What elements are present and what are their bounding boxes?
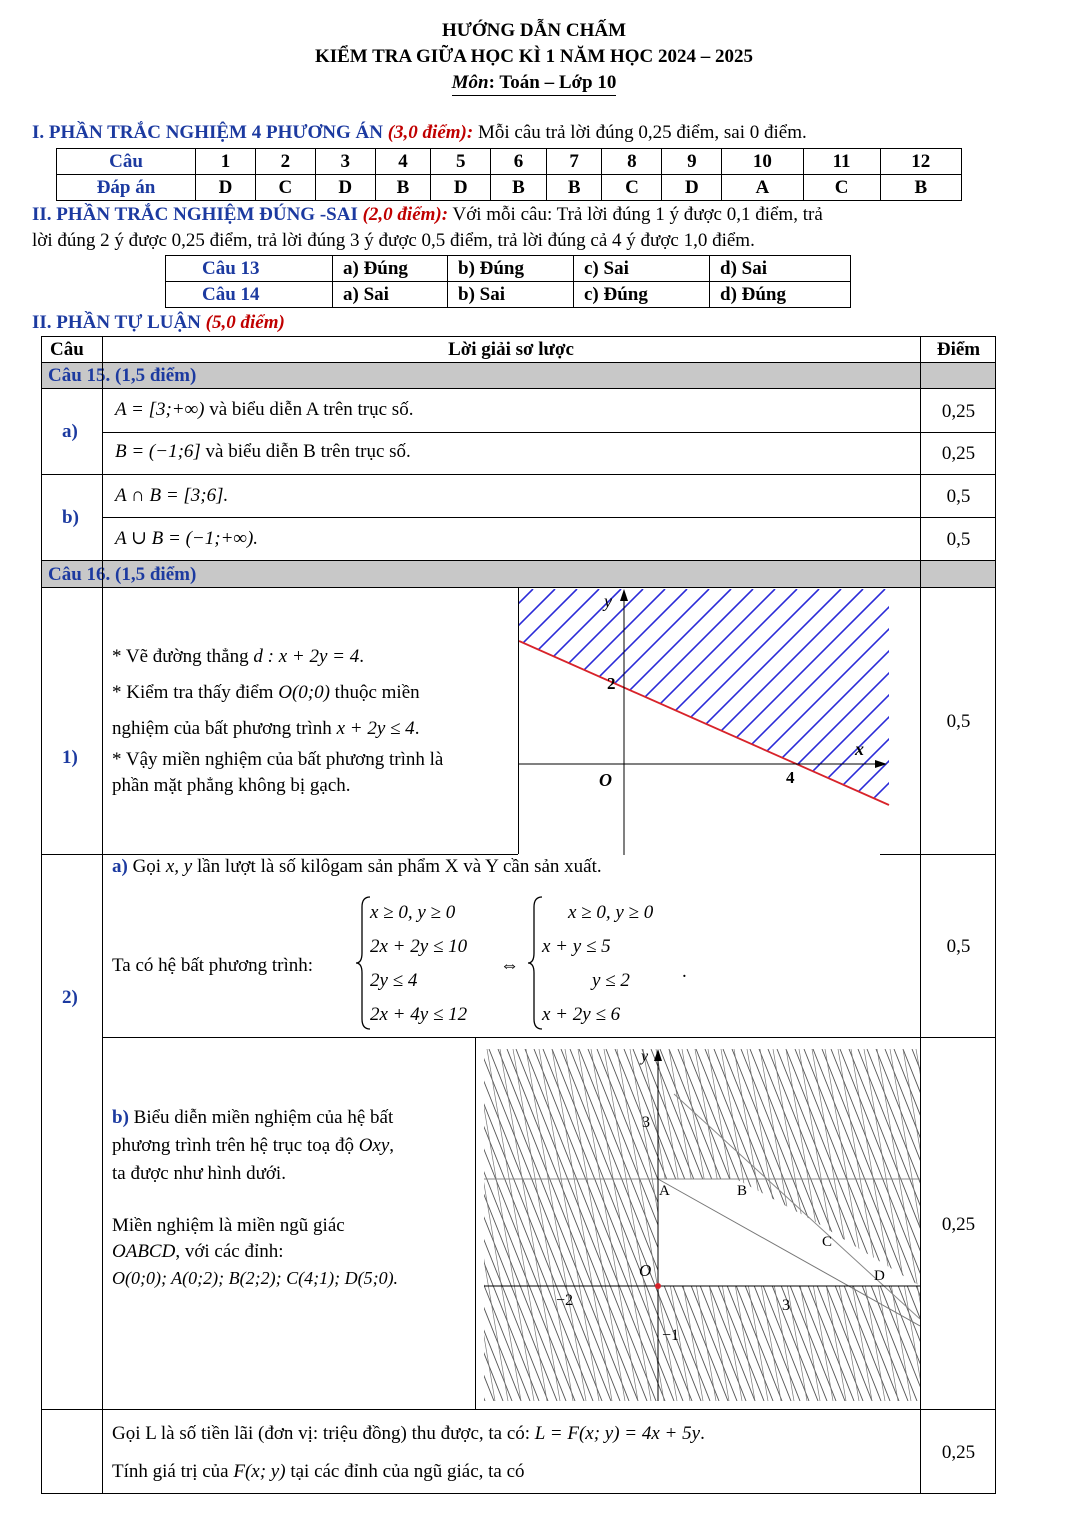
q15-a1-text: và biểu diễn A trên trục số. [204, 399, 414, 420]
q16-2b-line2 [112, 1134, 394, 1158]
answer-cell: C [803, 175, 880, 201]
hatch-line [519, 589, 533, 855]
hatch-line [519, 589, 621, 855]
part2-score: (2,0 điểm): [362, 204, 449, 225]
header-subject [0, 72, 1068, 94]
q16-2-label: 2) [62, 987, 78, 1008]
ineq: x + y ≤ 5 [542, 936, 611, 957]
math: L = F(x; y) = 4x + 5y [534, 1423, 701, 1444]
text: Biểu diễn miền nghiệm của hệ bất [128, 1107, 394, 1128]
hatch-line [498, 1049, 638, 1401]
q-cell: 10 [722, 149, 803, 175]
q16-1-line1 [112, 645, 364, 669]
part2-desc-line2: lời đúng 2 ý được 0,25 điểm, trả lời đúng 3 ý được 0,5 điểm, trả lời đúng cả 4 ý được 1,0 điểm. [32, 230, 755, 251]
hatch-line [516, 1049, 656, 1401]
q16-2b-line3: ta được như hình dưới. [112, 1163, 286, 1184]
math: OABCD [112, 1241, 176, 1262]
math: F(x; y) [233, 1461, 286, 1482]
math: Oxy [358, 1135, 390, 1156]
system-right [542, 896, 653, 1032]
hatch-line [750, 1049, 890, 1401]
q15-b2-score: 0,5 [946, 529, 971, 550]
q16-1-score: 0,5 [946, 711, 971, 732]
text: . [414, 718, 420, 739]
hatch-line [484, 1049, 512, 1401]
q-cell: 1 [196, 149, 256, 175]
hatch-region [519, 589, 919, 855]
q16-2b-line1 [112, 1106, 393, 1130]
hatch-line [484, 1049, 485, 1401]
hatch-line [484, 1049, 611, 1401]
x-neg-tick-label: −2 [556, 1292, 574, 1309]
answer-cell: B [491, 175, 547, 201]
hatch-line [773, 1049, 833, 1401]
system-left [370, 896, 467, 1032]
q16-1-line4: * Vậy miền nghiệm của bất phương trình là [112, 749, 444, 770]
hatch-line [747, 589, 919, 855]
part1-desc: Mỗi câu trả lời đúng 0,25 điểm, sai 0 điểm. [473, 122, 807, 143]
q15-a2-text: và biểu diễn B trên trục số. [200, 441, 411, 462]
q16-3-line1 [112, 1422, 705, 1446]
part2-answer-table [165, 255, 851, 308]
graph-half-plane [519, 589, 919, 855]
text: * Kiểm tra thấy điểm [112, 682, 279, 703]
option-d: d) Đúng [710, 282, 851, 308]
answer-cell: D [662, 175, 722, 201]
ineq: x ≥ 0, y ≥ 0 [568, 902, 654, 923]
q16-2a-system-label: Ta có hệ bất phương trình: [112, 955, 314, 976]
q16-1-label: 1) [62, 747, 78, 768]
math: O(0;0) [278, 682, 330, 703]
q16-3-score: 0,25 [941, 1442, 976, 1463]
part1-answer-row [57, 175, 962, 201]
header-subtitle: KIỂM TRA GIỮA HỌC KÌ 1 NĂM HỌC 2024 – 2025 [314, 46, 754, 67]
answer-cell: C [602, 175, 662, 201]
text: Gọi [127, 856, 166, 877]
q16-2b-bold: b) [112, 1107, 129, 1128]
hatch-line [633, 1049, 773, 1401]
q15-b2: A ∪ B = (−1;+∞). [115, 528, 259, 549]
graph-feasible-region [484, 1049, 920, 1401]
subject-label: Môn [451, 72, 489, 93]
answer-cell: A [722, 175, 803, 201]
x-tick-label: 4 [786, 768, 795, 787]
q16-2a-bold: a) [112, 856, 128, 877]
hatch-line [714, 1049, 854, 1401]
hatch-line [519, 589, 709, 855]
part2-desc: Với mỗi câu: Trả lời đúng 1 ý được 0,1 điểm, trả [448, 204, 823, 225]
y-tick-label: 2 [607, 674, 616, 693]
hatch-line [768, 1049, 908, 1401]
part1-heading [32, 122, 807, 144]
hatch-line [534, 1049, 674, 1401]
text: Gọi L là số tiền lãi (đơn vị: triệu đồng) thu được, ta có: [112, 1423, 535, 1444]
part3-title: II. PHẦN TỰ LUẬN [32, 312, 201, 333]
q15-a2 [115, 440, 411, 464]
vertex-b-label: B [737, 1183, 748, 1199]
part2-heading [32, 204, 823, 226]
q-label: Câu 14 [166, 282, 333, 308]
hatch-line [651, 1049, 791, 1401]
col-rule [920, 336, 921, 1494]
hatch-line [484, 1049, 494, 1401]
q16-2b-score: 0,25 [941, 1214, 976, 1235]
x-label: x [855, 739, 864, 759]
rule [102, 432, 996, 433]
q16-2b-vertices: O(0;0); A(0;2); B(2;2); C(4;1); D(5;0). [112, 1268, 399, 1288]
answer-cell: B [880, 175, 961, 201]
ineq: x + 2y ≤ 6 [542, 1004, 621, 1025]
q-cell: 7 [546, 149, 602, 175]
q-cell: 11 [803, 149, 880, 175]
hatch-line [687, 1049, 827, 1401]
q-cell: 6 [491, 149, 547, 175]
q15-b1-score: 0,5 [946, 486, 971, 507]
part1-title: I. PHẦN TRẮC NGHIỆM 4 PHƯƠNG ÁN [32, 122, 383, 143]
option-a: a) Đúng [333, 256, 448, 282]
ineq: 2x + 4y ≤ 12 [370, 1004, 468, 1025]
hatch-line [656, 1049, 716, 1401]
option-b: b) Đúng [448, 256, 574, 282]
part2-row [166, 282, 851, 308]
part3-score: (5,0 điểm) [205, 312, 285, 333]
q16-1-line2 [112, 681, 420, 705]
rule [41, 1409, 996, 1410]
hatch-line [791, 589, 919, 855]
hatch-line [552, 1049, 692, 1401]
q-cell: 4 [375, 149, 431, 175]
vertex-d-label: D [874, 1268, 885, 1284]
hatch-line [570, 1049, 710, 1401]
hatch-line [519, 589, 753, 855]
q-label: Câu 13 [166, 256, 333, 282]
hatch-line [549, 589, 819, 855]
hatch-line [597, 1049, 737, 1401]
ineq: 2y ≤ 4 [370, 970, 418, 991]
q-cell: 8 [602, 149, 662, 175]
hatch-line [484, 1049, 548, 1401]
q15-a2-math: B = (−1;6] [115, 441, 201, 462]
option-c: c) Sai [574, 256, 710, 282]
q16-1-line5: phần mặt phẳng không bị gạch. [112, 775, 351, 796]
text: Tính giá trị của [112, 1461, 234, 1482]
q-cell: 2 [255, 149, 315, 175]
part3-heading [32, 312, 285, 334]
x-axis-arrow-icon [875, 760, 887, 768]
part2-title: II. PHẦN TRẮC NGHIỆM ĐÚNG -SAI [32, 204, 358, 225]
hatch-line [835, 589, 919, 855]
q15-b-label: b) [62, 507, 79, 528]
subject-value: : Toán – Lớp 10 [488, 72, 617, 93]
hatch-line [527, 589, 797, 855]
hatch-line [484, 1049, 495, 1401]
hatch-line [708, 1049, 768, 1401]
text: . [359, 646, 364, 667]
answer-cell: B [375, 175, 431, 201]
hatch-line [484, 1049, 521, 1401]
q16-title: Câu 16. (1,5 điểm) [48, 564, 197, 585]
q15-a2-score: 0,25 [941, 443, 976, 464]
hatch-line [901, 589, 919, 855]
system-end: . [682, 961, 687, 982]
ineq: 2x + 2y ≤ 10 [370, 936, 468, 957]
rule [41, 474, 996, 475]
hatch-line [519, 589, 665, 855]
option-a: a) Sai [333, 282, 448, 308]
q-cell: 12 [880, 149, 961, 175]
ineq: y ≤ 2 [592, 970, 630, 991]
hatch-line [519, 589, 577, 855]
hatch-line [539, 1049, 599, 1401]
hatch-outside [484, 1049, 920, 1401]
hatch-line [591, 1049, 651, 1401]
q15-title: Câu 15. (1,5 điểm) [48, 365, 197, 386]
row-label-answer: Đáp án [57, 175, 196, 201]
graph-bg [484, 1049, 920, 1401]
col-header-question: Câu [50, 339, 84, 360]
rule [102, 517, 996, 518]
q16-3-line2 [112, 1460, 525, 1484]
rule [102, 1037, 996, 1038]
hatch-line [615, 1049, 755, 1401]
hatch-line [565, 1049, 625, 1401]
hatch-line [732, 1049, 872, 1401]
origin-label: O [599, 770, 612, 790]
math: d : x + 2y = 4 [253, 646, 360, 667]
hatch-line [825, 1049, 885, 1401]
text: . [700, 1423, 705, 1444]
hatch-line [682, 1049, 742, 1401]
hatch-line [637, 589, 907, 855]
part2-row [166, 256, 851, 282]
q16-2b-line4: Miền nghiệm là miền ngũ giác [112, 1215, 345, 1236]
col-header-solution: Lời giải sơ lược [448, 339, 574, 360]
y-neg-tick-label: −1 [662, 1327, 680, 1344]
text: tại các đỉnh của ngũ giác, ta có [285, 1461, 525, 1482]
text: lần lượt là số kilôgam sản phẩm X và Y cần sản xuất. [192, 856, 602, 877]
text: , với các đỉnh: [175, 1241, 284, 1262]
math: x + 2y ≤ 4 [336, 718, 415, 739]
hatch-line [484, 1049, 521, 1401]
q15-b1: A ∩ B = [3;6]. [115, 485, 229, 506]
ineq: x ≥ 0, y ≥ 0 [370, 902, 456, 923]
y-tick-label: 3 [642, 1114, 650, 1131]
q16-2b-line5 [112, 1240, 284, 1264]
text: nghiệm của bất phương trình [112, 718, 337, 739]
hatch-line [593, 589, 863, 855]
hatch-line [615, 589, 885, 855]
vertex-a-label: A [659, 1183, 670, 1199]
part1-question-row [57, 149, 962, 175]
y-label: y [604, 591, 612, 611]
q16-2a-score: 0,5 [946, 936, 971, 957]
col-rule [102, 336, 103, 1494]
q15-a-label: a) [62, 421, 78, 442]
y-label: y [641, 1049, 649, 1065]
q15-a1-score: 0,25 [941, 401, 976, 422]
part1-score: (3,0 điểm): [387, 122, 474, 143]
line-d [519, 641, 889, 805]
vertex-c-label: C [822, 1234, 833, 1250]
row-label-question: Câu [57, 149, 196, 175]
hatch-line [519, 589, 599, 855]
q15-a1-math: A = [3;+∞) [115, 399, 205, 420]
hatch-line [571, 589, 841, 855]
option-d: d) Sai [710, 256, 851, 282]
q16-1-line3 [112, 717, 419, 741]
math: x, y [165, 856, 193, 877]
x-tick-label: 3 [782, 1297, 790, 1314]
answer-cell: D [315, 175, 375, 201]
text: , [389, 1135, 395, 1156]
part1-answer-table [56, 148, 962, 201]
q15-a1 [115, 398, 413, 422]
origin-point [655, 1283, 661, 1289]
text: thuộc miền [329, 682, 420, 703]
answer-cell: D [196, 175, 256, 201]
answer-cell: C [255, 175, 315, 201]
header-title: HƯỚNG DẪN CHẤM [442, 20, 626, 41]
q-cell: 9 [662, 149, 722, 175]
col-rule [475, 1037, 476, 1409]
origin-label: O [639, 1261, 652, 1280]
answer-cell: B [546, 175, 602, 201]
answer-cell: D [431, 175, 491, 201]
q16-2a-line [112, 855, 602, 879]
y-axis-arrow-icon [620, 589, 628, 601]
hatch-line [799, 1049, 859, 1401]
option-b: b) Sai [448, 282, 574, 308]
hatch-line [804, 1049, 920, 1401]
text: * Vẽ đường thẳng [112, 646, 254, 667]
q-cell: 3 [315, 149, 375, 175]
option-c: c) Đúng [574, 282, 710, 308]
hatch-line [659, 589, 919, 855]
col-header-score: Điểm [936, 339, 981, 360]
line-x-plus-y [674, 1094, 920, 1319]
q-cell: 5 [431, 149, 491, 175]
equiv-symbol: ⇔ [500, 955, 519, 976]
text: phương trình trên hệ trục toạ độ [112, 1135, 359, 1156]
